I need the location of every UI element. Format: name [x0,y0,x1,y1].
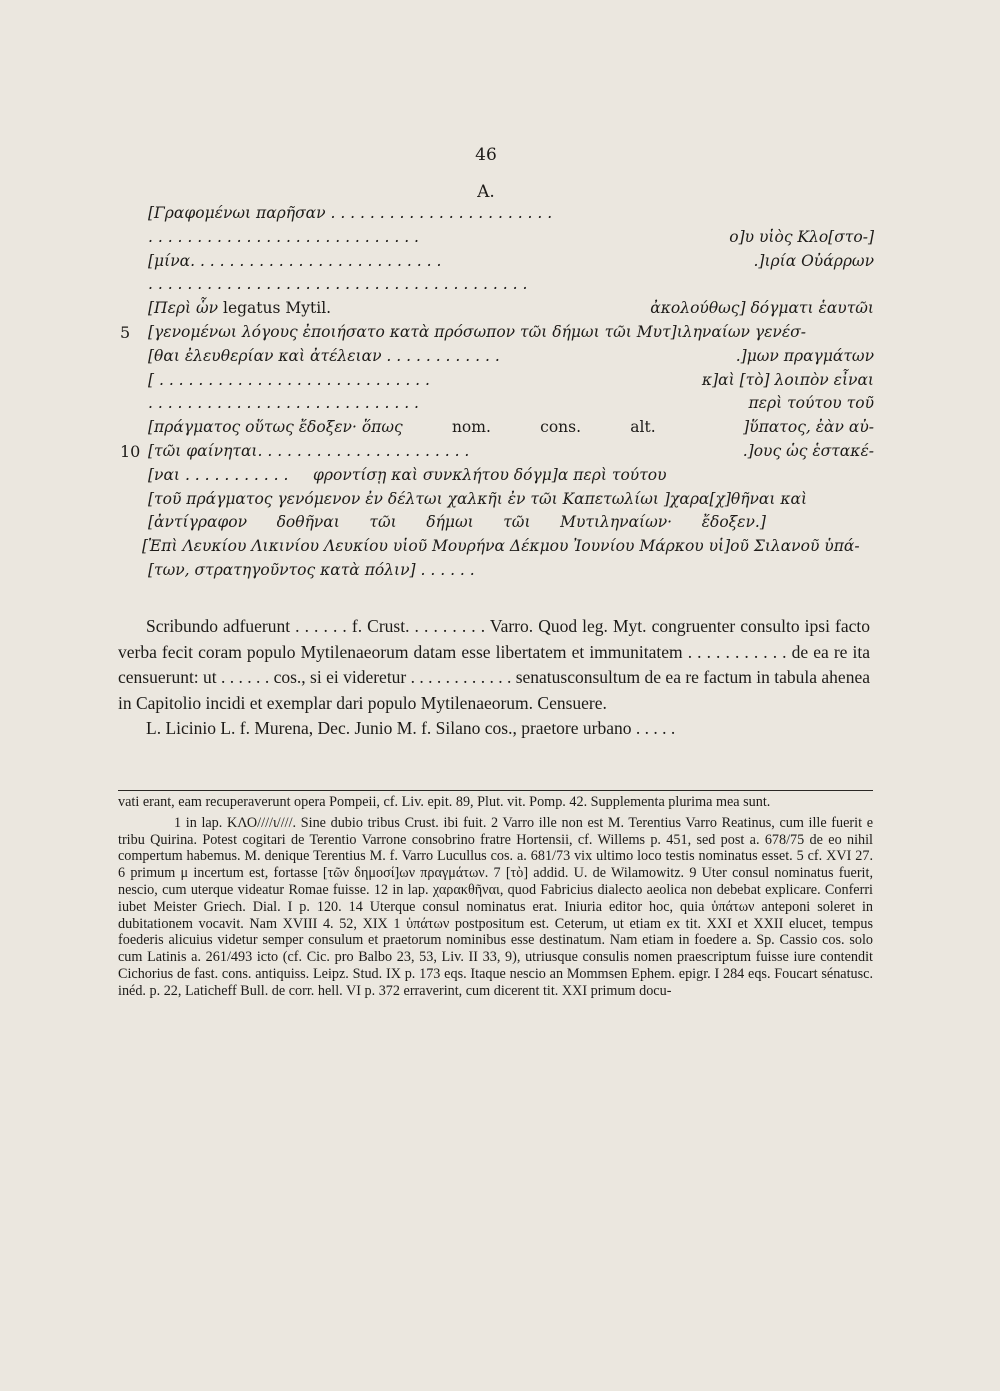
greek-line: [Ἐπὶ Λευκίου Λικινίου Λευκίου υἱοῦ Μουρήνα Δέκμου Ἰουνίου Μάρκου υἱ]οῦ Σιλανοῦ ὑπά- [142,537,860,556]
line-number: 10 [120,441,141,461]
greek-line: [ . . . . . . . . . . . . . . . . . . . . . . . . . . . . κ]αὶ [τὸ] λοιπὸν εἶναι [148,370,874,389]
greek-line: [Γραφομένωι παρῆσαν . . . . . . . . . . . . . . . . . . . . . . . [148,204,553,222]
greek-line: [των, στρατηγοῦντος κατὰ πόλιν] . . . . . . [148,560,475,579]
greek-line: [πράγματος οὕτως ἔδοξεν· ὅπως nom. cons. alt. ]ὕπατος, ἐὰν αὐ- [148,418,874,437]
latin-paragraph: L. Licinio L. f. Murena, Dec. Junio M. f. Silano cos., praetore urbano . . . . . [146,718,676,738]
greek-line: [μίνα. . . . . . . . . . . . . . . . . . . . . . . . . . .]ιρία Οὐάρρων [148,251,874,270]
section-label: A. [477,182,495,202]
greek-line: . . . . . . . . . . . . . . . . . . . . . . . . . . . . περὶ τούτου τοῦ [148,394,874,413]
greek-line: [θαι ἐλευθερίαν καὶ ἀτέλειαν . . . . . . . . . . . . .]μων πραγμάτων [148,346,874,365]
critical-apparatus [118,794,873,1004]
note-paragraph: 1 in lap. ΚΛΟ////ι////. Sine dubio tribus Crust. ibi fuit. 2 Varro ille non est M. Terentius Varro Reatinus, cum ille fuerit e tribu Quirina. Potest cogitari de Terentio Varrone consobrino fratre Hortensii, cf. Willems p. 451, sed post a. 678/75 de eo nihil compertum habemus. M. denique Terentius M. f. Varro Lucullus cos. a. 681/73 vix ultimo loco testis nominatus esset. 5 cf. XVI 27. 6 primum μ incertum est, fortasse [τῶν δημοσί]ων πραγμάτων. 7 [τὸ] addid. U. de Wilamowitz. 9 Uter consul nominatus fuerit, nescio, cum uterque videatur Romae fuisse. 12 in lap. χαρακθῆναι, quod Fabricius dialecto aeolica non debebat explicare. Conferri iubet Meister Griech. Dial. I p. 120. 14 Uterque consul nominatus erat. Iniuria editor hoc, quia ὑπάτων anteponi soleret in dubitationem vocavit. Nam XVIII 4. 52, XIX 1 ὑπάτων postpositum est. Ceterum, ut etiam ex tit. XXI et XXII elucet, tempus foederis alicuius videtur semper consulum et praetorum nominibus esse destinatum. Nam etiam in foedere a. Sp. Cassio cos. solo cum Latinis a. 261/493 icto (cf. Cic. pro Balbo 23, 53, Liv. II 33, 9), utriusque consulis nomen praescriptum fuisse iure contendit Cichorius de fast. cons. antiquiss. Leipz. Stud. IX p. 173 eqs. Itaque nescio an Mommsen Ephem. epigr. I 284 eqs. Foucart sénatusc. inéd. p. 22, Laticheff Bull. de corr. hell. VI p. 372 erraverint, cum dicerent tit. XXI primum docu- [118,814,873,999]
footnote-divider [118,790,873,791]
greek-line: [ναι . . . . . . . . . . . φροντίσῃ καὶ συνκλήτου δόγμ]α περὶ τούτου [148,465,667,484]
greek-line: [τοῦ πράγματος γενόμενον ἐν δέλτωι χαλκῆι ἐν τῶι Καπετωλίωι ]χαρα[χ]θῆναι καὶ [148,489,808,508]
greek-line: 5 [γενομένωι λόγους ἐποιήσατο κατὰ πρόσωπον τῶι δήμωι τῶι Μυτ]ιληναίων γενέσ- [148,321,874,345]
greek-line: [Περὶ ὧν legatus Mytil. ἀκολούθως] δόγματι ἑαυτῶι [148,299,874,318]
greek-line: 10 [τῶι φαίνηται. . . . . . . . . . . . . . . . . . . . . . .]ους ὡς ἑστακέ- [148,440,874,464]
latin-paragraph: Scribundo adfuerunt . . . . . . f. Crust. . . . . . . . . Varro. Quod leg. Myt. congruenter consulto ipsi facto verba fecit coram populo Mytilenaeorum datam esse libertatem et immunitatem . . . . . . . . . . . de ea re ita censuerunt: ut . . . . . . cos., si ei videretur . . . . . . . . . . . . senatusconsultum de ea re factum in tabula ahenea in Capitolio incidi et exemplar dari populo Mytilenaeorum. Censuere. [118,616,870,713]
greek-inscription-text [120,202,874,583]
page-number: 46 [475,145,497,165]
latin-translation [118,614,870,742]
greek-line: . . . . . . . . . . . . . . . . . . . . . . . . . . . . . . . . . . . . . . . [148,275,528,294]
note-paragraph: vati erant, eam recuperaverunt opera Pompeii, cf. Liv. epit. 89, Plut. vit. Pomp. 42. Supplementa plurima mea sunt. [118,794,771,810]
greek-line: . . . . . . . . . . . . . . . . . . . . . . . . . . . . ο]υ υἱὸς Κλο[στο-] [148,227,874,246]
greek-line: [ἀντίγραφον δοθῆναι τῶι δήμωι τῶι Μυτιληναίων· ἔδοξεν.] [148,513,766,532]
line-number: 5 [120,322,131,342]
